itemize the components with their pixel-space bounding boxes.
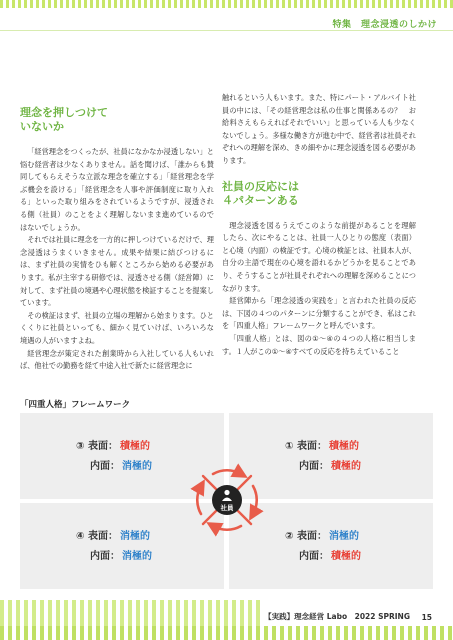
- quadrant-2-inner: [299, 547, 361, 562]
- top-stripe-decoration: [0, 0, 453, 8]
- quadrant-3-surface: [76, 437, 150, 452]
- body-paragraph: 「四重人格」とは、図の①～④の４つの人格に相当します。１人がこの①～④すべての反応を持ちえていること: [222, 333, 416, 356]
- magazine-name: 【実践】理念経営 Labo 2022 SPRING: [261, 611, 413, 622]
- left-column: [20, 106, 214, 373]
- surface-label: 表面：: [296, 531, 327, 542]
- footer-stripe-decoration-bottom: [0, 626, 453, 640]
- quadrant-number: ③: [76, 441, 85, 452]
- body-paragraph: 経営陣から「理念浸透の実践を」と言われた社員の反応は、下図の４つのパターンに分類することができ、私はこれを「四重人格」フレームワークと呼んでいます。: [222, 296, 416, 331]
- surface-value: 積極的: [328, 441, 359, 452]
- surface-value: 消極的: [119, 531, 150, 542]
- inner-label: 内面：: [299, 461, 329, 472]
- body-paragraph: 経営理念が策定された創業時から入社している人もいれば、他社での勤務を経て中途入社で新たに経営理念に: [20, 348, 214, 371]
- quadrant-4-surface: [76, 527, 150, 542]
- page-number: 15: [419, 613, 435, 622]
- quadrant-1-surface: [285, 437, 359, 452]
- quadrant-2-surface: [285, 527, 359, 542]
- inner-value: 消極的: [122, 551, 152, 562]
- quadrant-1-inner: [299, 457, 361, 472]
- surface-label: 表面：: [296, 441, 327, 452]
- surface-value: 消極的: [328, 531, 359, 542]
- surface-label: 表面：: [87, 441, 118, 452]
- inner-label: 内面：: [90, 461, 120, 472]
- inner-value: 消極的: [122, 461, 152, 472]
- quadrant-3-inner: [90, 457, 152, 472]
- right-column: [222, 92, 416, 358]
- left-heading-line2: いないか: [20, 120, 64, 133]
- left-heading: [20, 106, 214, 134]
- quadrant-number: ①: [285, 441, 294, 452]
- framework-title: 「四重人格」フレームワーク: [20, 400, 131, 410]
- inner-label: 内面：: [299, 551, 329, 562]
- framework-diagram: [20, 413, 433, 589]
- inner-label: 内面：: [90, 551, 120, 562]
- right-subheading: [222, 180, 416, 208]
- inner-value: 積極的: [331, 551, 361, 562]
- surface-value: 積極的: [119, 441, 150, 452]
- inner-value: 積極的: [331, 461, 361, 472]
- left-heading-line1: 理念を押しつけて: [20, 106, 108, 119]
- body-paragraph: 触れるという人もいます。また、特にパート・アルバイト社員の中には、「その経営理念は私の仕事と関係あるの？ お給料さえもらえればそれでいい」と思っている人も少なくないでしょう。多様な働き方が進む中で、経営者は社員それぞれへの理解を深め、きめ細やかに理念浸透を図る必要があります。: [222, 93, 416, 165]
- quadrant-number: ②: [285, 531, 294, 542]
- right-subheading-line1: 社員の反応には: [222, 179, 299, 193]
- section-title: 特集 理念浸透のしかけ: [332, 20, 437, 30]
- body-paragraph: それでは社員に理念を一方的に押しつけているだけで、理念浸透はうまくいきません。成果や結果に結びつけるには、まず社員の実情をひも解くところから始める必要があります。私が主宰する研修では、浸透させる側（経営陣）に対して、まず社員の境遇や心理状態を検証することを提案しています。: [20, 235, 214, 308]
- body-paragraph: 理念浸透を図るうえでこのような前提があることを理解したら、次にやることは、社員一人ひとりの態度（表面）と心境（内面）の検証です。心境の検証とは、社員本人が、自分の主語で現在の心境を語れるかどうかを見ることであり、そうすることが社員それぞれへの理解を深めることにつながります。: [222, 220, 416, 293]
- body-paragraph: 「経営理念をつくったが、社員になかなか浸透しない」と悩む経営者は少なくありません。話を聞けば、「誰からも賛同してもらえそうな立派な理念を確立する」「経営理念を学ぶ機会を設ける」「経営理念を人事や評価制度に取り入れる」といった取り組みをされているようですが、浸透される側（社員）のことをよく理解しないまま進めているのではないでしょうか。: [20, 147, 214, 232]
- center-employee: [183, 456, 271, 544]
- surface-label: 表面：: [87, 531, 118, 542]
- right-subheading-line2: ４パターンある: [222, 193, 299, 207]
- quadrant-number: ④: [76, 531, 85, 542]
- employee-label: 社員: [220, 504, 234, 512]
- header-divider: [0, 30, 453, 31]
- body-paragraph: その検証はまず、社員の立場の理解から始まります。ひとくくりに社員といっても、細かく見ていけば、いろいろな境遇の人がいますよね。: [20, 310, 214, 345]
- person-icon: [221, 489, 233, 501]
- quadrant-4-inner: [90, 547, 152, 562]
